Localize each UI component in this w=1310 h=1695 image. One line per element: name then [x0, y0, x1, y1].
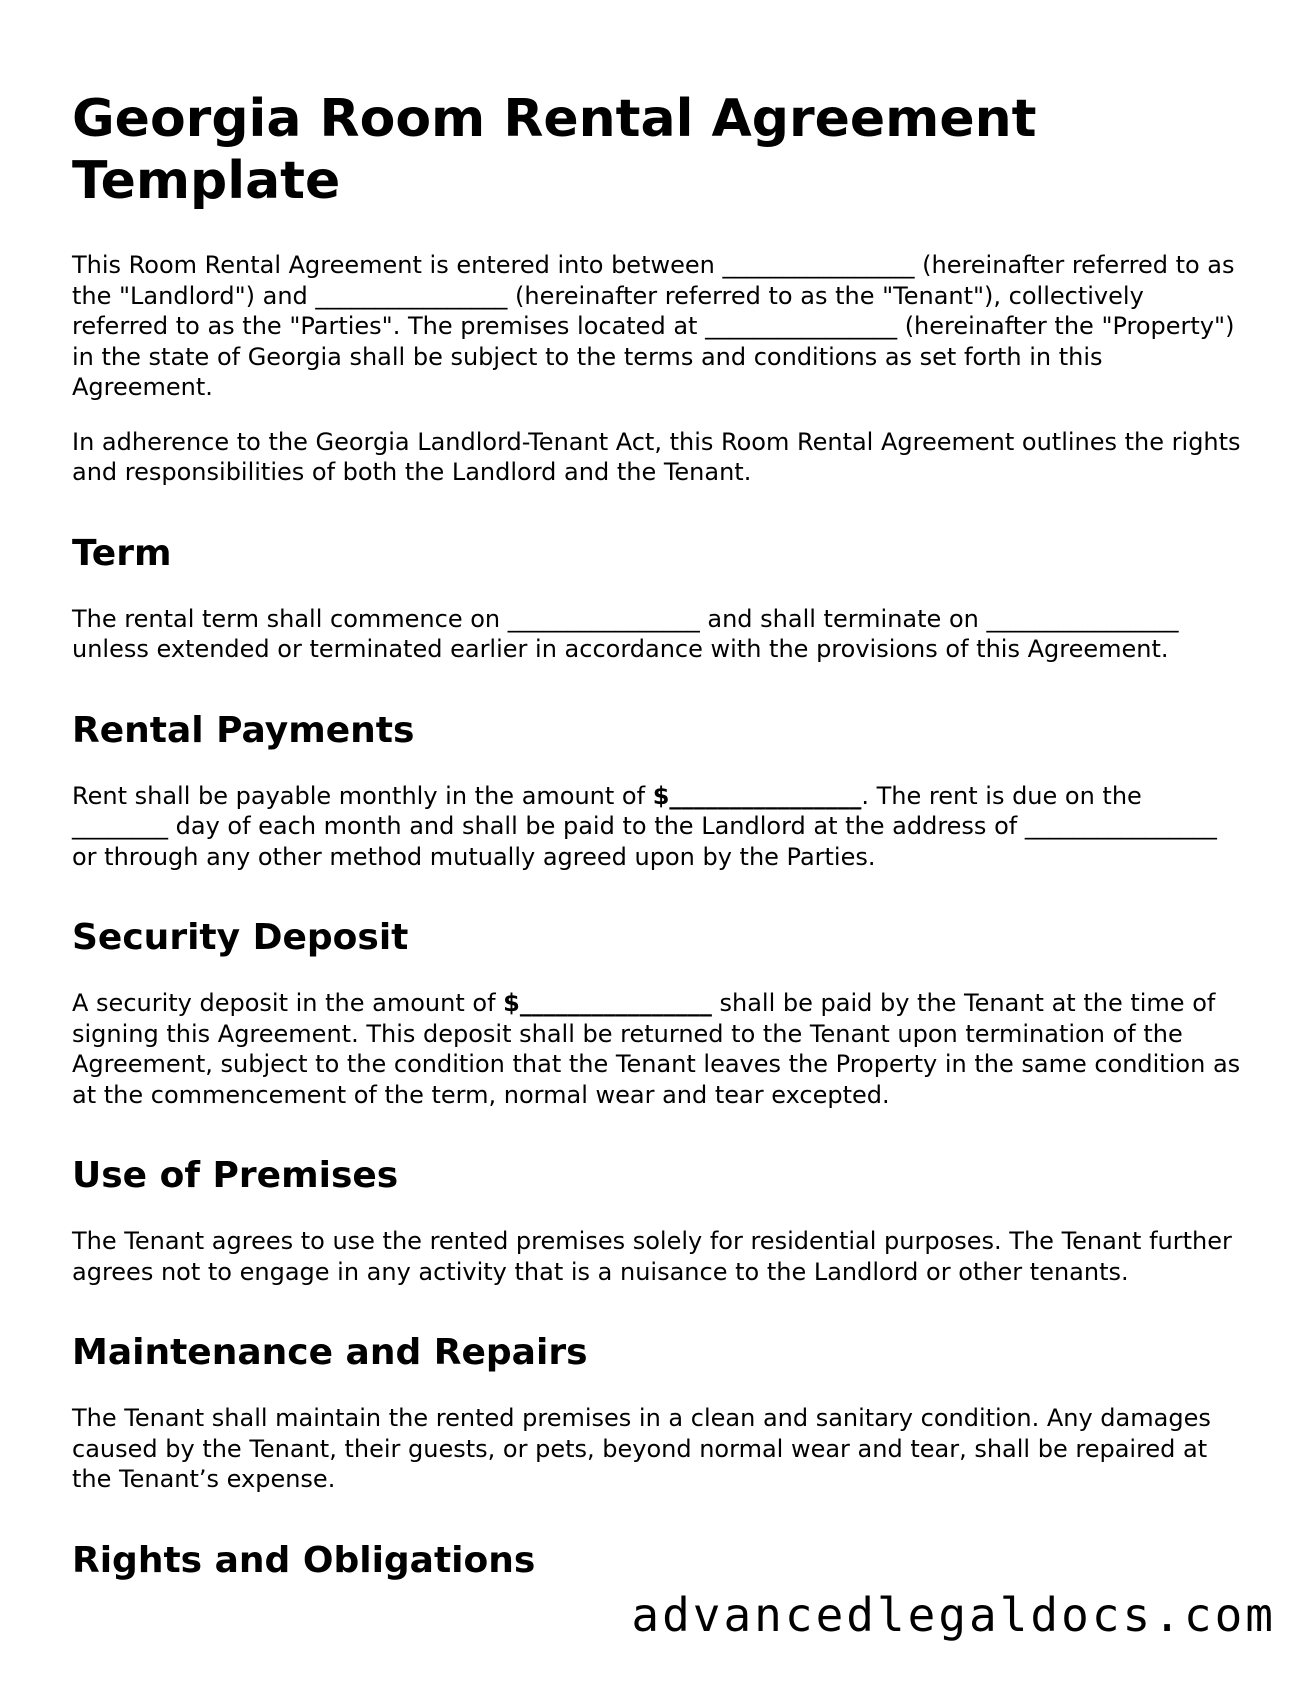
deposit-text-2: shall be paid by the Tenant at the time of signing this Agreement. This deposit shall be returned to the Tenant upon termination of the Agreement, subject to the condition that the Tenant leaves the Property in the same condition as at the commencement of the term, normal wear and tear excepted.: [72, 989, 1241, 1109]
section-rights: [72, 1539, 1242, 1583]
deposit-text-1: A security deposit in the amount of: [72, 989, 504, 1017]
section-rental-payments: [72, 709, 1242, 873]
section-maintenance: [72, 1331, 1242, 1495]
maintenance-paragraph: The Tenant shall maintain the rented premises in a clean and sanitary condition. Any damages caused by the Tenant, their guests, or pets, beyond normal wear and tear, shall be repaired at the Tenant’s expense.: [72, 1404, 1211, 1493]
rental-text-4: or through any other method mutually agreed upon by the Parties.: [72, 842, 876, 871]
document-page: [72, 88, 1242, 1611]
landlord-name-blank: ________________: [722, 251, 915, 279]
term-paragraph: [72, 604, 1242, 665]
use-paragraph: The Tenant agrees to use the rented premises solely for residential purposes. The Tenant further agrees not to engage in any activity that is a nuisance to the Landlord or other tenants.: [72, 1227, 1232, 1286]
term-text-1: The rental term shall commence on: [72, 604, 508, 633]
rental-paragraph: [72, 781, 1242, 873]
section-term: [72, 532, 1242, 665]
document-title: Georgia Room Rental Agreement Template: [72, 89, 1037, 211]
heading-term: Term: [72, 532, 172, 574]
heading-rental-payments: Rental Payments: [72, 709, 415, 751]
intro-text-1: This Room Rental Agreement is entered into between: [72, 251, 723, 279]
due-day-blank: ________: [72, 812, 168, 840]
heading-security-deposit: Security Deposit: [72, 917, 409, 958]
deposit-dollar-sign: $: [503, 989, 520, 1017]
intro-text-4: (hereinafter the "Property") in the state of Georgia shall be subject to the terms and conditions as set forth in this Agreement.: [72, 312, 1235, 401]
deposit-amount-line: ________________: [519, 989, 712, 1017]
end-date-blank: ________________: [986, 604, 1179, 633]
rent-dollar-sign: $: [652, 781, 670, 810]
tenant-name-blank: ________________: [315, 281, 508, 310]
deposit-paragraph: [72, 988, 1242, 1110]
heading-maintenance: Maintenance and Repairs: [72, 1332, 588, 1373]
rent-amount-blank: [653, 782, 862, 810]
term-text-3: unless extended or terminated earlier in accordance with the provisions of this Agreement.: [72, 635, 1169, 663]
section-use-of-premises: [72, 1154, 1242, 1287]
intro-paragraph-act: In adherence to the Georgia Landlord-Tenant Act, this Room Rental Agreement outlines the rights and responsibilities of both the Landlord and the Tenant.: [72, 427, 1241, 486]
term-text-2: and shall terminate on: [699, 604, 987, 633]
rental-text-3: day of each month and shall be paid to the Landlord at the address of: [168, 812, 1025, 840]
payment-address-blank: ________________: [1024, 812, 1217, 840]
rental-text-1: Rent shall be payable monthly in the amount of: [72, 781, 653, 810]
rental-text-2: . The rent is due on the: [861, 781, 1142, 810]
property-address-blank: ________________: [705, 312, 898, 340]
watermark-text: advancedlegaldocs.com: [631, 1588, 1276, 1642]
rent-amount-line: ________________: [669, 781, 862, 810]
intro-text-3: (hereinafter referred to as the "Tenant"), collectively referred to as the "Parties". The premises located at: [72, 281, 1144, 340]
deposit-amount-blank: [503, 989, 712, 1017]
heading-rights: Rights and Obligations: [72, 1539, 536, 1581]
section-security-deposit: [72, 916, 1242, 1110]
intro-paragraph-parties: [72, 250, 1242, 403]
heading-use-of-premises: Use of Premises: [72, 1155, 399, 1196]
intro-text-2: (hereinafter referred to as the "Landlord") and: [72, 251, 1235, 310]
start-date-blank: ________________: [507, 604, 700, 633]
